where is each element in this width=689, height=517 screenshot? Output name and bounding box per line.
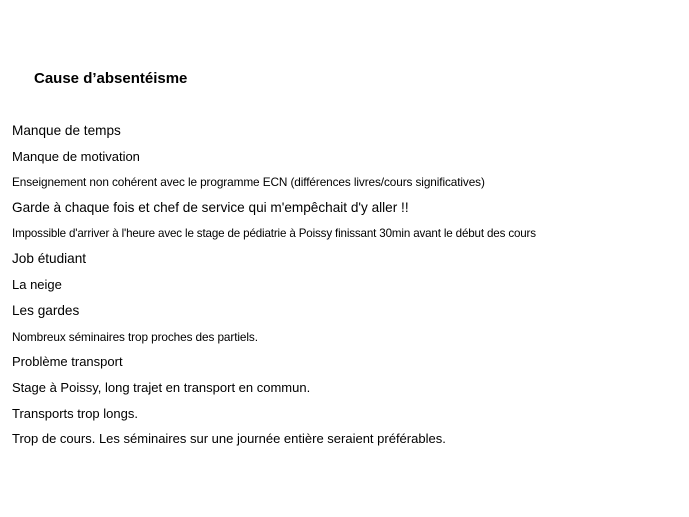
reason-item: Problème transport (12, 354, 123, 370)
reason-item: Nombreux séminaires trop proches des partiels. (12, 329, 258, 344)
reason-item: La neige (12, 277, 62, 293)
reason-item: Stage à Poissy, long trajet en transport en commun. (12, 379, 311, 395)
slide-title: Cause d’absentéisme (34, 70, 188, 87)
reason-item: Garde à chaque fois et chef de service qui m'empêchait d'y aller !! (12, 200, 409, 216)
reason-item: Manque de motivation (12, 148, 140, 164)
reason-item: Trop de cours. Les séminaires sur une journée entière seraient préférables. (12, 431, 446, 447)
reason-item: Impossible d'arriver à l'heure avec le stage de pédiatrie à Poissy finissant 30min avant le début des cours (12, 226, 536, 240)
reason-item: Les gardes (12, 302, 80, 318)
reason-item: Manque de temps (12, 123, 121, 138)
reason-item: Enseignement non cohérent avec le programme ECN (différences livres/cours significatives) (12, 175, 485, 190)
reason-item: Transports trop longs. (12, 405, 138, 421)
reason-item: Job étudiant (12, 251, 87, 267)
absenteeism-reasons-list (12, 121, 536, 455)
